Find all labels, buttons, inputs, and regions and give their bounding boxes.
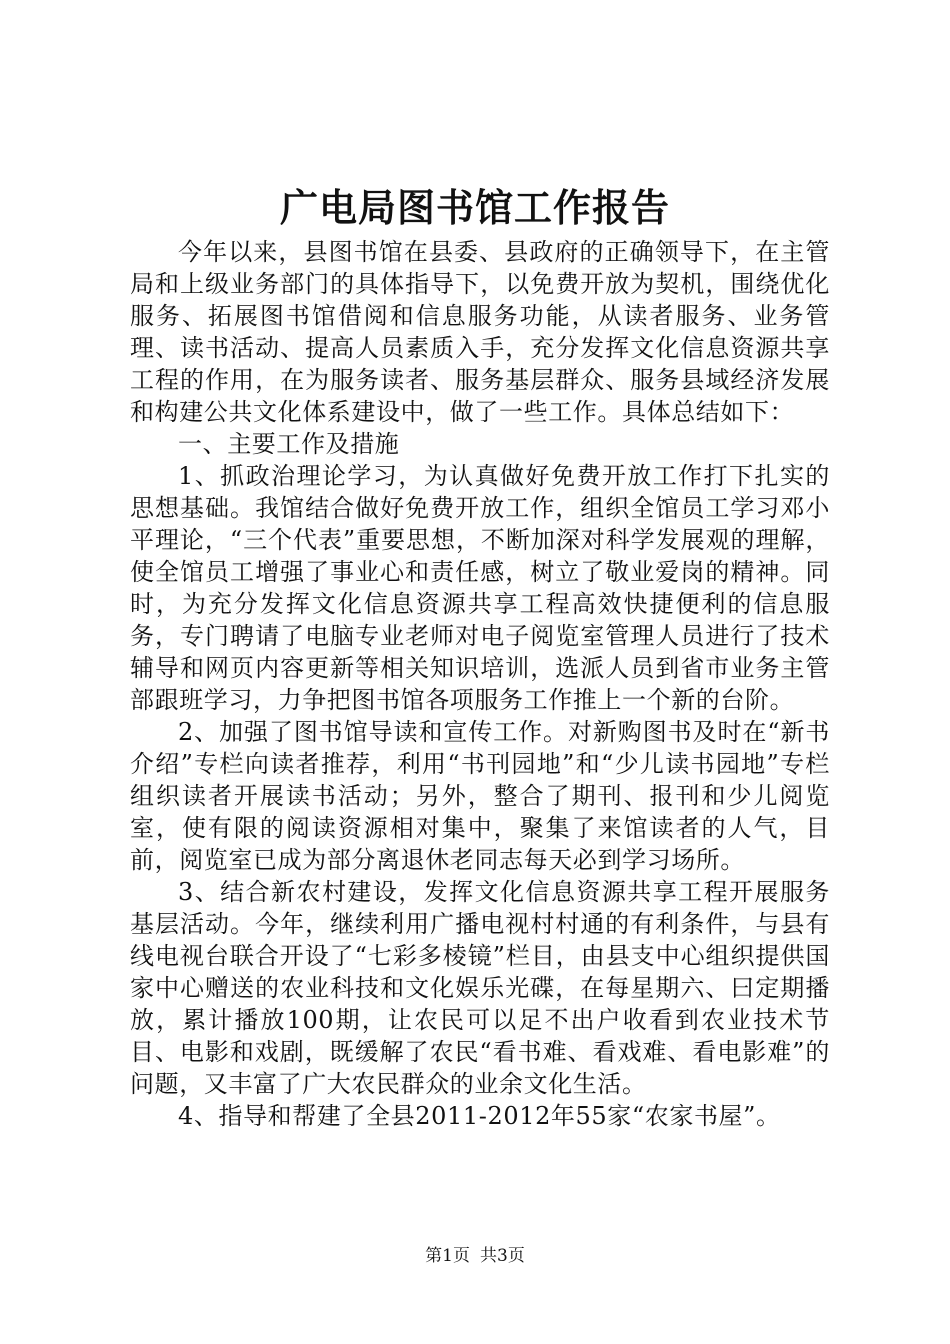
- document-body: [130, 236, 830, 1132]
- paragraph-item-1: 1、抓政治理论学习，为认真做好免费开放工作打下扎实的思想基础。我馆结合做好免费开放工作，组织全馆员工学习邓小平理论，“三个代表”重要思想，不断加深对科学发展观的理解，使全馆员工增强了事业心和责任感，树立了敬业爱岗的精神。同时，为充分发挥文化信息资源共享工程高效快捷便利的信息服务，专门聘请了电脑专业老师对电子阅览室管理人员进行了技术辅导和网页内容更新等相关知识培训，选派人员到省市业务主管部跟班学习，力争把图书馆各项服务工作推上一个新的台阶。: [130, 462, 830, 714]
- document-title: 广电局图书馆工作报告: [279, 185, 670, 230]
- paragraph-intro: 今年以来，县图书馆在县委、县政府的正确领导下，在主管局和上级业务部门的具体指导下，以免费开放为契机，围绕优化服务、拓展图书馆借阅和信息服务功能，从读者服务、业务管理、读书活动、提高人员素质入手，充分发挥文化信息资源共享工程的作用，在为服务读者、服务基层群众、服务县域经济发展和构建公共文化体系建设中，做了一些工作。具体总结如下：: [130, 238, 830, 426]
- paragraph-item-4: 4、指导和帮建了全县2011-2012年55家“农家书屋”。: [178, 1102, 781, 1130]
- paragraph-item-3: 3、结合新农村建设，发挥文化信息资源共享工程开展服务基层活动。今年，继续利用广播电视村村通的有利条件，与县有线电视台联合开设了“七彩多棱镜”栏目，由县支中心组织提供国家中心赠送的农业科技和文化娱乐光碟，在每星期六、曰定期播放，累计播放100期，让农民可以足不出户收看到农业技术节目、电影和戏剧，既缓解了农民“看书难、看戏难、看电影难”的问题，又丰富了广大农民群众的业余文化生活。: [130, 878, 830, 1098]
- paragraph-item-2: 2、加强了图书馆导读和宣传工作。对新购图书及时在“新书介绍”专栏向读者推荐，利用“书刊园地”和“少儿读书园地”专栏组织读者开展读书活动；另外，整合了期刊、报刊和少儿阅览室，使有限的阅读资源相对集中，聚集了来馆读者的人气，目前，阅览室已成为部分离退休老同志每天必到学习场所。: [130, 718, 830, 874]
- page-footer: [0, 1244, 950, 1268]
- page-number: 第1页: [425, 1246, 470, 1266]
- page-total: 共3页: [480, 1246, 525, 1266]
- section-heading-main-work: 一、主要工作及措施: [178, 430, 400, 458]
